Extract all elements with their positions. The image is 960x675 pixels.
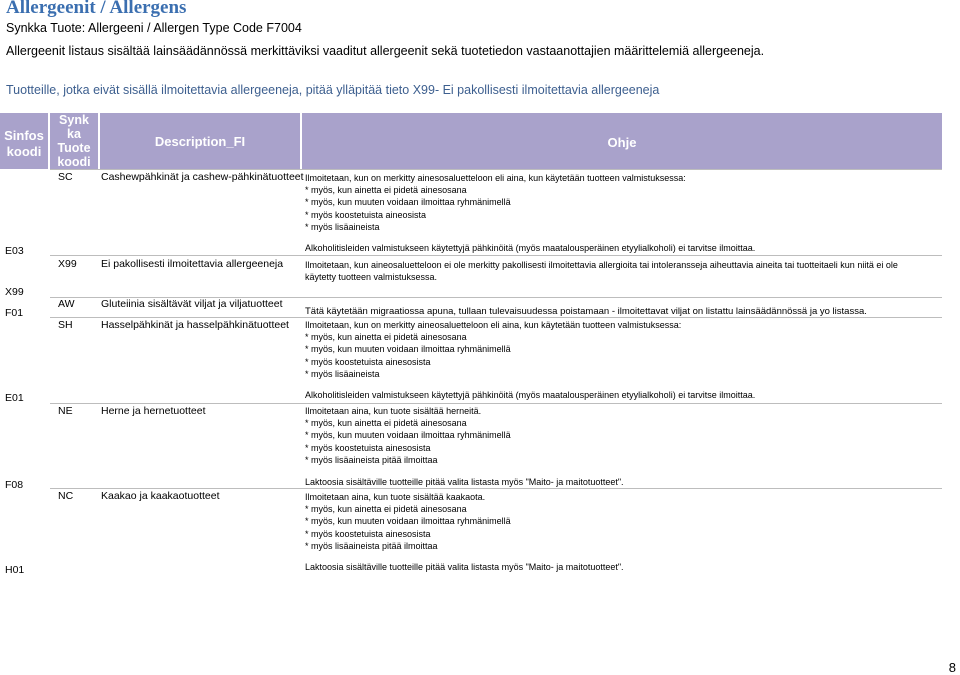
row-divider [50,169,942,170]
instruction-line: * myös lisäaineista [305,368,380,379]
instruction-line: * myös, kun muuten voidaan ilmoittaa ryhmänimellä [305,197,511,208]
sinfos-code: F08 [5,479,24,491]
instruction-line: * myös koostetuista ainesosista [305,528,431,539]
sinfos-code: E01 [5,392,24,404]
instruction-line: * myös, kun muuten voidaan ilmoittaa ryhmänimellä [305,430,511,441]
allergen-description: Kaakao ja kaakaotuotteet [101,490,220,502]
instruction-line: Ilmoitetaan, kun on merkitty ainesosaluetteloon eli aina, kun käytetään tuotteen valmistuksessa: [305,173,686,183]
instruction-text [305,405,945,466]
instruction-line: * myös koostetuista ainesosista [305,356,431,367]
row-divider [50,403,942,404]
instruction-line: * myös lisäaineista [305,221,380,232]
header-sinfos-line1: Sinfos [4,128,44,143]
allergen-description: Ei pakollisesti ilmoitettavia allergeeneja [101,258,284,270]
synkka-code: NE [58,405,73,417]
instruction-text [305,491,945,552]
instruction-line: * myös, kun ainetta ei pidetä ainesosana [305,332,467,343]
header-cell-ohje [302,113,942,169]
allergen-description: Gluteiinia sisältävät viljat ja viljatuotteet [101,298,283,310]
intro-text: Allergeenit listaus sisältää lainsäädännössä merkittäviksi vaaditut allergeenit sekä tuotetiedon vastaanottajien määrittelemiä allergeeneja. [6,44,765,58]
sinfos-code: E03 [5,245,24,257]
instruction-line: * myös lisäaineista pitää ilmoittaa [305,540,438,551]
intro-note: Tuotteille, jotka eivät sisällä ilmoitettavia allergeeneja, pitää ylläpitää tieto X99- Ei pakollisesti ilmoitettavia allergeeneja [6,83,660,97]
lactose-note: Laktoosia sisältäville tuotteille pitää valita listasta myös "Maito- ja maitotuotteet". [305,477,624,487]
instruction-line: Tätä käytetään migraatiossa apuna, tullaan tulevaisuudessa poistamaan - ilmoitettavat viljat on listattu lainsäädännössä ja yo listassa. [305,306,867,317]
synkka-code: SH [58,319,73,331]
sinfos-code: H01 [5,564,25,576]
page-title: Allergeenit / Allergens [6,0,187,18]
instruction-line: * myös, kun muuten voidaan ilmoittaa ryhmänimellä [305,344,511,355]
header-ohje: Ohje [607,135,637,150]
synkka-code: X99 [58,258,77,270]
header-sinfos-line2: koodi [6,144,42,159]
instruction-line: * myös, kun muuten voidaan ilmoittaa ryhmänimellä [305,516,511,527]
allergen-description: Cashewpähkinät ja cashew-pähkinätuotteet [101,171,304,183]
alcohol-note: Alkoholitisleiden valmistukseen käytettyjä pähkinöitä (myös maatalousperäinen etyylialkoholi) ei tarvitse ilmoittaa. [305,390,756,400]
header-synkka-line2: ka [67,127,81,141]
instruction-line: * myös, kun ainetta ei pidetä ainesosana [305,418,467,429]
page-number: 8 [948,660,956,675]
instruction-line: * myös lisäaineista pitää ilmoittaa [305,454,438,465]
instruction-text [305,259,945,283]
instruction-line: Ilmoitetaan, kun aineosaluetteloon ei ole merkitty pakollisesti ilmoitettavia allergioita tai intoleransseja aiheuttavia aineita tai tuotteitaeli kun niitä ei ole [305,260,898,270]
instruction-line: * myös, kun ainetta ei pidetä ainesosana [305,185,467,196]
header-cell-description [100,113,300,169]
header-synkka-line4: koodi [57,155,91,169]
lactose-note: Laktoosia sisältäville tuotteille pitää valita listasta myös "Maito- ja maitotuotteet". [305,562,624,572]
row-divider [50,488,942,489]
row-divider [50,255,942,256]
sinfos-code: X99 [5,286,24,298]
allergen-description: Herne ja hernetuotteet [101,405,206,417]
header-synkka-line3: Tuote [57,141,91,155]
instruction-line: Ilmoitetaan, kun on merkitty aineosaluetteloon eli aina, kun käytetään tuotteen valmistuksessa: [305,320,682,330]
header-synkka-line1: Synk [59,113,89,127]
header-cell-synkka [50,113,98,169]
synkka-code: NC [58,490,74,502]
instruction-text [305,319,945,380]
instruction-text [305,172,945,233]
alcohol-note: Alkoholitisleiden valmistukseen käytettyjä pähkinöitä (myös maatalousperäinen etyylialkoholi) ei tarvitse ilmoittaa. [305,243,756,253]
instruction-line: * myös koostetuista ainesosista [305,442,431,453]
header-cell-sinfos [0,113,48,169]
instruction-line: käytetty tuotteen valmistuksessa. [305,272,438,283]
instruction-line: * myös, kun ainetta ei pidetä ainesosana [305,504,467,515]
instruction-line: Ilmoitetaan aina, kun tuote sisältää herneitä. [305,406,482,416]
instruction-text [305,306,945,318]
synkka-code: AW [58,298,75,310]
page-subtitle: Synkka Tuote: Allergeeni / Allergen Type Code F7004 [6,21,302,35]
instruction-line: Ilmoitetaan aina, kun tuote sisältää kaakaota. [305,492,486,502]
instruction-line: * myös koostetuista aineosista [305,209,427,220]
header-description: Description_FI [154,134,246,149]
sinfos-code: F01 [5,307,24,319]
allergen-description: Hasselpähkinät ja hasselpähkinätuotteet [101,319,289,331]
synkka-code: SC [58,171,73,183]
